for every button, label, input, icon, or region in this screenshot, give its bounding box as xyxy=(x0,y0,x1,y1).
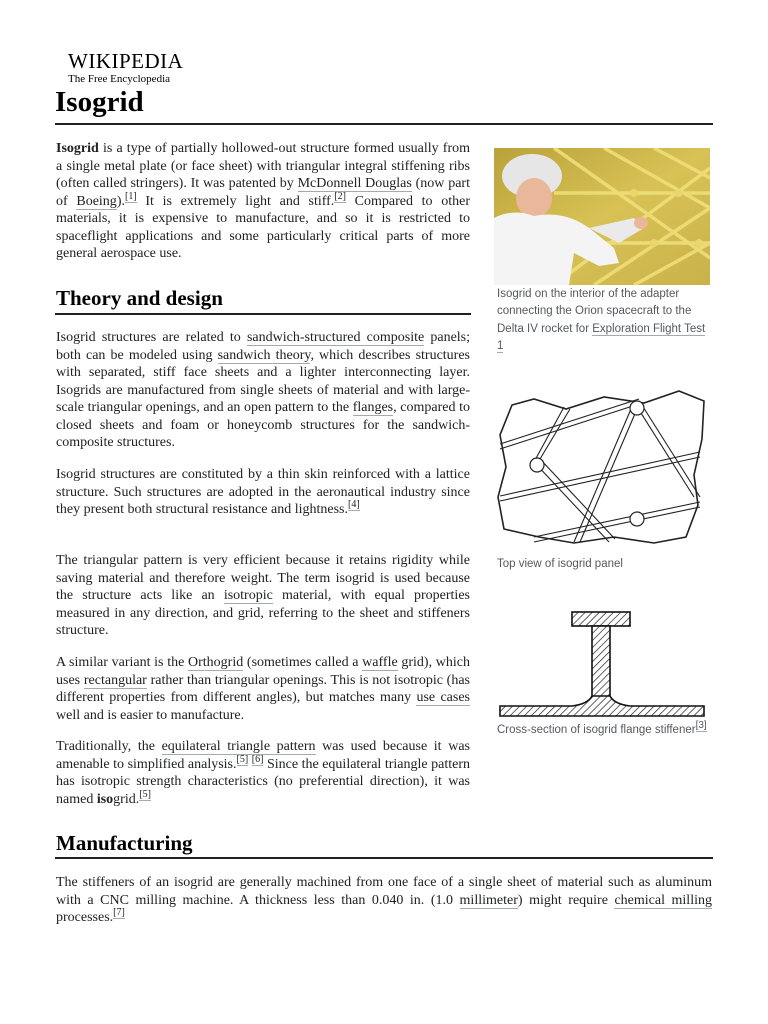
intro-term: Isogrid xyxy=(56,141,99,156)
heading-divider xyxy=(55,313,471,315)
theory-paragraph-2 xyxy=(56,466,470,519)
link-flanges[interactable]: flanges xyxy=(352,400,394,415)
text: (sometimes called a xyxy=(243,655,363,670)
text: well and is easier to manufacture. xyxy=(56,707,245,723)
wikipedia-logo[interactable] xyxy=(68,50,183,86)
link-sandwich-structured-composite[interactable]: sandwich-structured composite xyxy=(246,330,425,345)
citation-3[interactable]: [3] xyxy=(695,720,707,732)
flange-caption xyxy=(497,722,711,739)
intro-text: ). xyxy=(116,193,125,209)
panel-caption: Top view of isogrid panel xyxy=(497,558,623,570)
theory-paragraph-1 xyxy=(56,329,470,452)
heading-divider xyxy=(55,857,713,859)
isogrid-photo-image xyxy=(494,148,710,285)
text: ) might require xyxy=(517,892,615,908)
text: , which describes structures with separated, stiff face sheets and a lighter interconnecting layer. Isogrids are manufactured from single sheets of material and with large-scale triangular openings, and an open pattern to the xyxy=(56,347,471,415)
intro-paragraph xyxy=(56,140,470,263)
isogrid-photo[interactable] xyxy=(494,148,710,285)
photo-caption xyxy=(497,286,711,355)
citation-4[interactable]: [4] xyxy=(347,499,360,511)
link-sandwich-theory[interactable]: sandwich theory xyxy=(217,347,311,363)
text: A similar variant is the xyxy=(56,655,188,670)
link-waffle[interactable]: waffle xyxy=(362,655,398,670)
text: material, with equal properties measured in any direction, and grid, referring to the sheet and stiffeners structure. xyxy=(56,588,470,638)
citation-5[interactable]: [5] xyxy=(236,753,249,765)
text: The stiffeners of an isogrid are generally machined from one face of a single sheet of material such as aluminum with a CNC milling machine. A thickness less than 0.040 in. (1.0 xyxy=(56,875,712,908)
theory-paragraph-3 xyxy=(56,552,470,640)
text: rather than triangular openings. This is not isotropic (has different properties from different angles), but matches many xyxy=(56,672,470,705)
text: Isogrid structures are constituted by a thin skin reinforced with a lattice structure. Such structures are adopted in the aeronautical industry since they present both structural resistance and lightness. xyxy=(56,467,470,517)
page-title: Isogrid xyxy=(55,86,144,118)
text: panels; both can be modeled using xyxy=(56,330,471,363)
heading-theory-and-design: Theory and design xyxy=(56,286,223,310)
link-mcdonnell-douglas[interactable]: McDonnell Douglas xyxy=(297,176,412,191)
text: Since the equilateral triangle pattern has isotropic strength characteristics (no preferential direction), it was named xyxy=(56,756,470,807)
link-chemical-milling[interactable]: chemical milling xyxy=(614,892,712,908)
intro-text: It is extremely light and stiff. xyxy=(136,193,335,209)
citation-1[interactable]: [1] xyxy=(124,190,137,202)
citation-7[interactable]: [7] xyxy=(113,907,125,919)
link-millimeter[interactable]: millimeter xyxy=(459,892,518,908)
text: Traditionally, the xyxy=(56,739,162,754)
theory-paragraph-4 xyxy=(56,654,470,724)
bold-iso: iso xyxy=(96,791,114,807)
intro-text: is a type of partially hollowed-out structure formed usually from a single metal plate (or face sheet) with triangular integral stiffening ribs (often called stringers). It was patented by xyxy=(56,141,470,191)
text: The triangular pattern is very efficient because it retains rigidity while saving material and therefore weight. The term isogrid is used because the structure acts like an xyxy=(56,553,470,603)
link-isotropic[interactable]: isotropic xyxy=(223,588,273,603)
link-equilateral-triangle[interactable]: equilateral triangle pattern xyxy=(161,739,316,754)
text: was used because it was amenable to simplified analysis. xyxy=(56,739,470,772)
logo-tagline: The Free Encyclopedia xyxy=(68,73,171,85)
link-orthogrid[interactable]: Orthogrid xyxy=(188,655,244,670)
link-boeing[interactable]: Boeing xyxy=(76,193,117,209)
intro-text: Compared to other materials, it is expensive to manufacture, and so it is restricted to spaceflight applications and some particularly critical parts of more general aerospace use. xyxy=(56,193,471,261)
isogrid-panel-diagram xyxy=(494,387,710,549)
caption-text: Isogrid on the interior of the adapter connecting the Orion spacecraft to the Delta IV rocket for xyxy=(497,288,692,335)
text: , compared to closed sheets and foam or honeycomb structures for the sandwich-composite structures. xyxy=(56,400,470,450)
isogrid-panel-drawing[interactable] xyxy=(494,387,710,549)
theory-paragraph-5 xyxy=(56,738,470,808)
citation-2[interactable]: [2] xyxy=(334,190,346,202)
link-exploration-flight-test-1[interactable]: Exploration Flight Test 1 xyxy=(497,322,706,352)
text: grid), which uses xyxy=(56,655,470,688)
link-use-cases[interactable]: use cases xyxy=(416,690,470,705)
text: grid. xyxy=(113,791,140,807)
heading-manufacturing: Manufacturing xyxy=(56,831,193,855)
link-rectangular[interactable]: rectangular xyxy=(83,672,147,688)
logo-wordmark: WIKIPEDIA xyxy=(68,49,184,73)
citation-6[interactable]: [6] xyxy=(251,753,264,765)
caption-text: Cross-section of isogrid flange stiffener xyxy=(497,724,696,736)
text: Isogrid structures are related to xyxy=(56,330,247,345)
flange-cross-section-diagram xyxy=(494,604,710,720)
manufacturing-paragraph-1 xyxy=(56,874,712,927)
intro-text: (now part of xyxy=(56,176,470,209)
citation-5b[interactable]: [5] xyxy=(139,788,151,800)
title-divider xyxy=(55,123,713,125)
flange-stiffener-drawing[interactable] xyxy=(494,604,710,720)
text: processes. xyxy=(56,910,114,925)
